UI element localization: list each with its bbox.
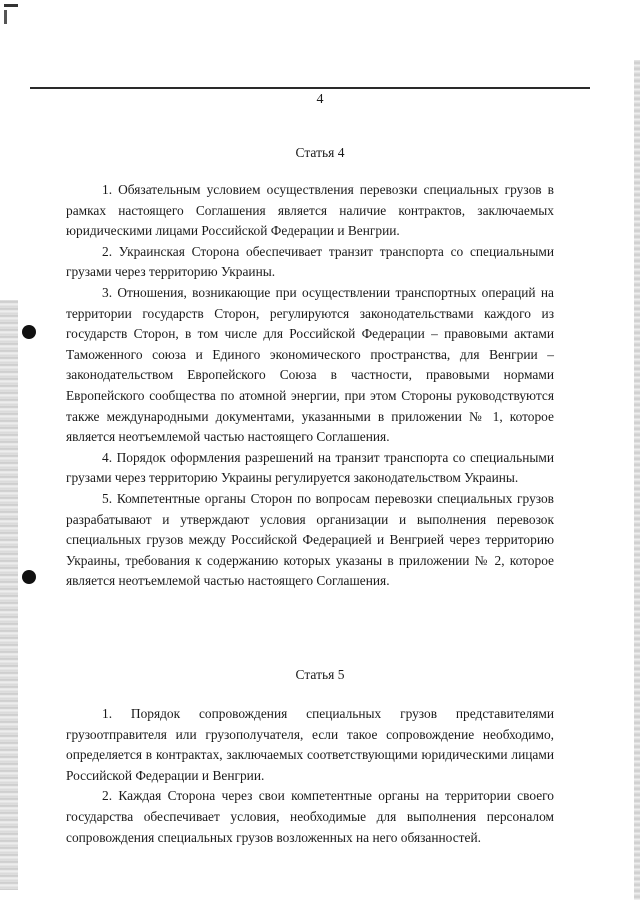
- binding-hole-mark: [22, 570, 36, 584]
- binding-edge: [0, 300, 18, 890]
- article-4-title: Статья 4: [295, 145, 345, 160]
- page-number: 4: [316, 92, 324, 107]
- page-top-border: [30, 87, 590, 89]
- article-4-paragraph-5: 5. Компетентные органы Сторон по вопросам перевозки специальных грузов разрабатывают и утверждают условия организации и выполнения перевозок специальных грузов между Российской Федерацией и Венгрией через территорию Украины, требования к содержанию которых указаны в приложении № 2, которое является неотъемлемой частью настоящего Соглашения.: [66, 490, 554, 589]
- article-5-paragraph-1: 1. Порядок сопровождения специальных грузов представителями грузоотправителя или грузополучателя, если такое сопровождение необходимо, определяется в контрактах, заключаемых соответствующими юридическими лицами Российской Федерации и Венгрии.: [66, 706, 554, 783]
- binding-hole-mark: [22, 325, 36, 339]
- scan-corner-mark: [4, 10, 7, 24]
- article-4-paragraph-4: 4. Порядок оформления разрешений на транзит транспорта со специальными грузами через территорию Украины регулируется законодательством Украины.: [66, 449, 554, 486]
- article-5-paragraph-2: 2. Каждая Сторона через свои компетентные органы на территории своего государства обеспечивает условия, необходимые для выполнения персоналом сопровождения специальных грузов возложенных на него обязанностей.: [66, 788, 554, 845]
- article-4-paragraph-1: 1. Обязательным условием осуществления перевозки специальных грузов в рамках настоящего Соглашения является наличие контрактов, заключаемых юридическими лицами Российской Федерации и Венгрии.: [66, 182, 554, 239]
- article-4-body: [66, 180, 554, 592]
- scan-right-edge: [634, 60, 640, 900]
- article-4-paragraph-2: 2. Украинская Сторона обеспечивает транзит транспорта со специальными грузами через территорию Украины.: [66, 243, 554, 280]
- article-5-title: Статья 5: [295, 667, 345, 682]
- article-4-paragraph-3: 3. Отношения, возникающие при осуществлении транспортных операций на территории государств Сторон, регулируются законодательствами каждого из государств Сторон, в том числе для Российской Федерации – правовыми актами Таможенного союза и Единого экономического пространства, для Венгрии – законодательством Европейского Союза в частности, правовыми нормами Европейского сообщества по атомной энергии, при этом Стороны руководствуются также международными документами, указанными в приложении № 1, которое является неотъемлемой частью настоящего Соглашения.: [66, 284, 554, 445]
- scan-corner-mark: [4, 4, 18, 7]
- article-5-body: [66, 704, 554, 848]
